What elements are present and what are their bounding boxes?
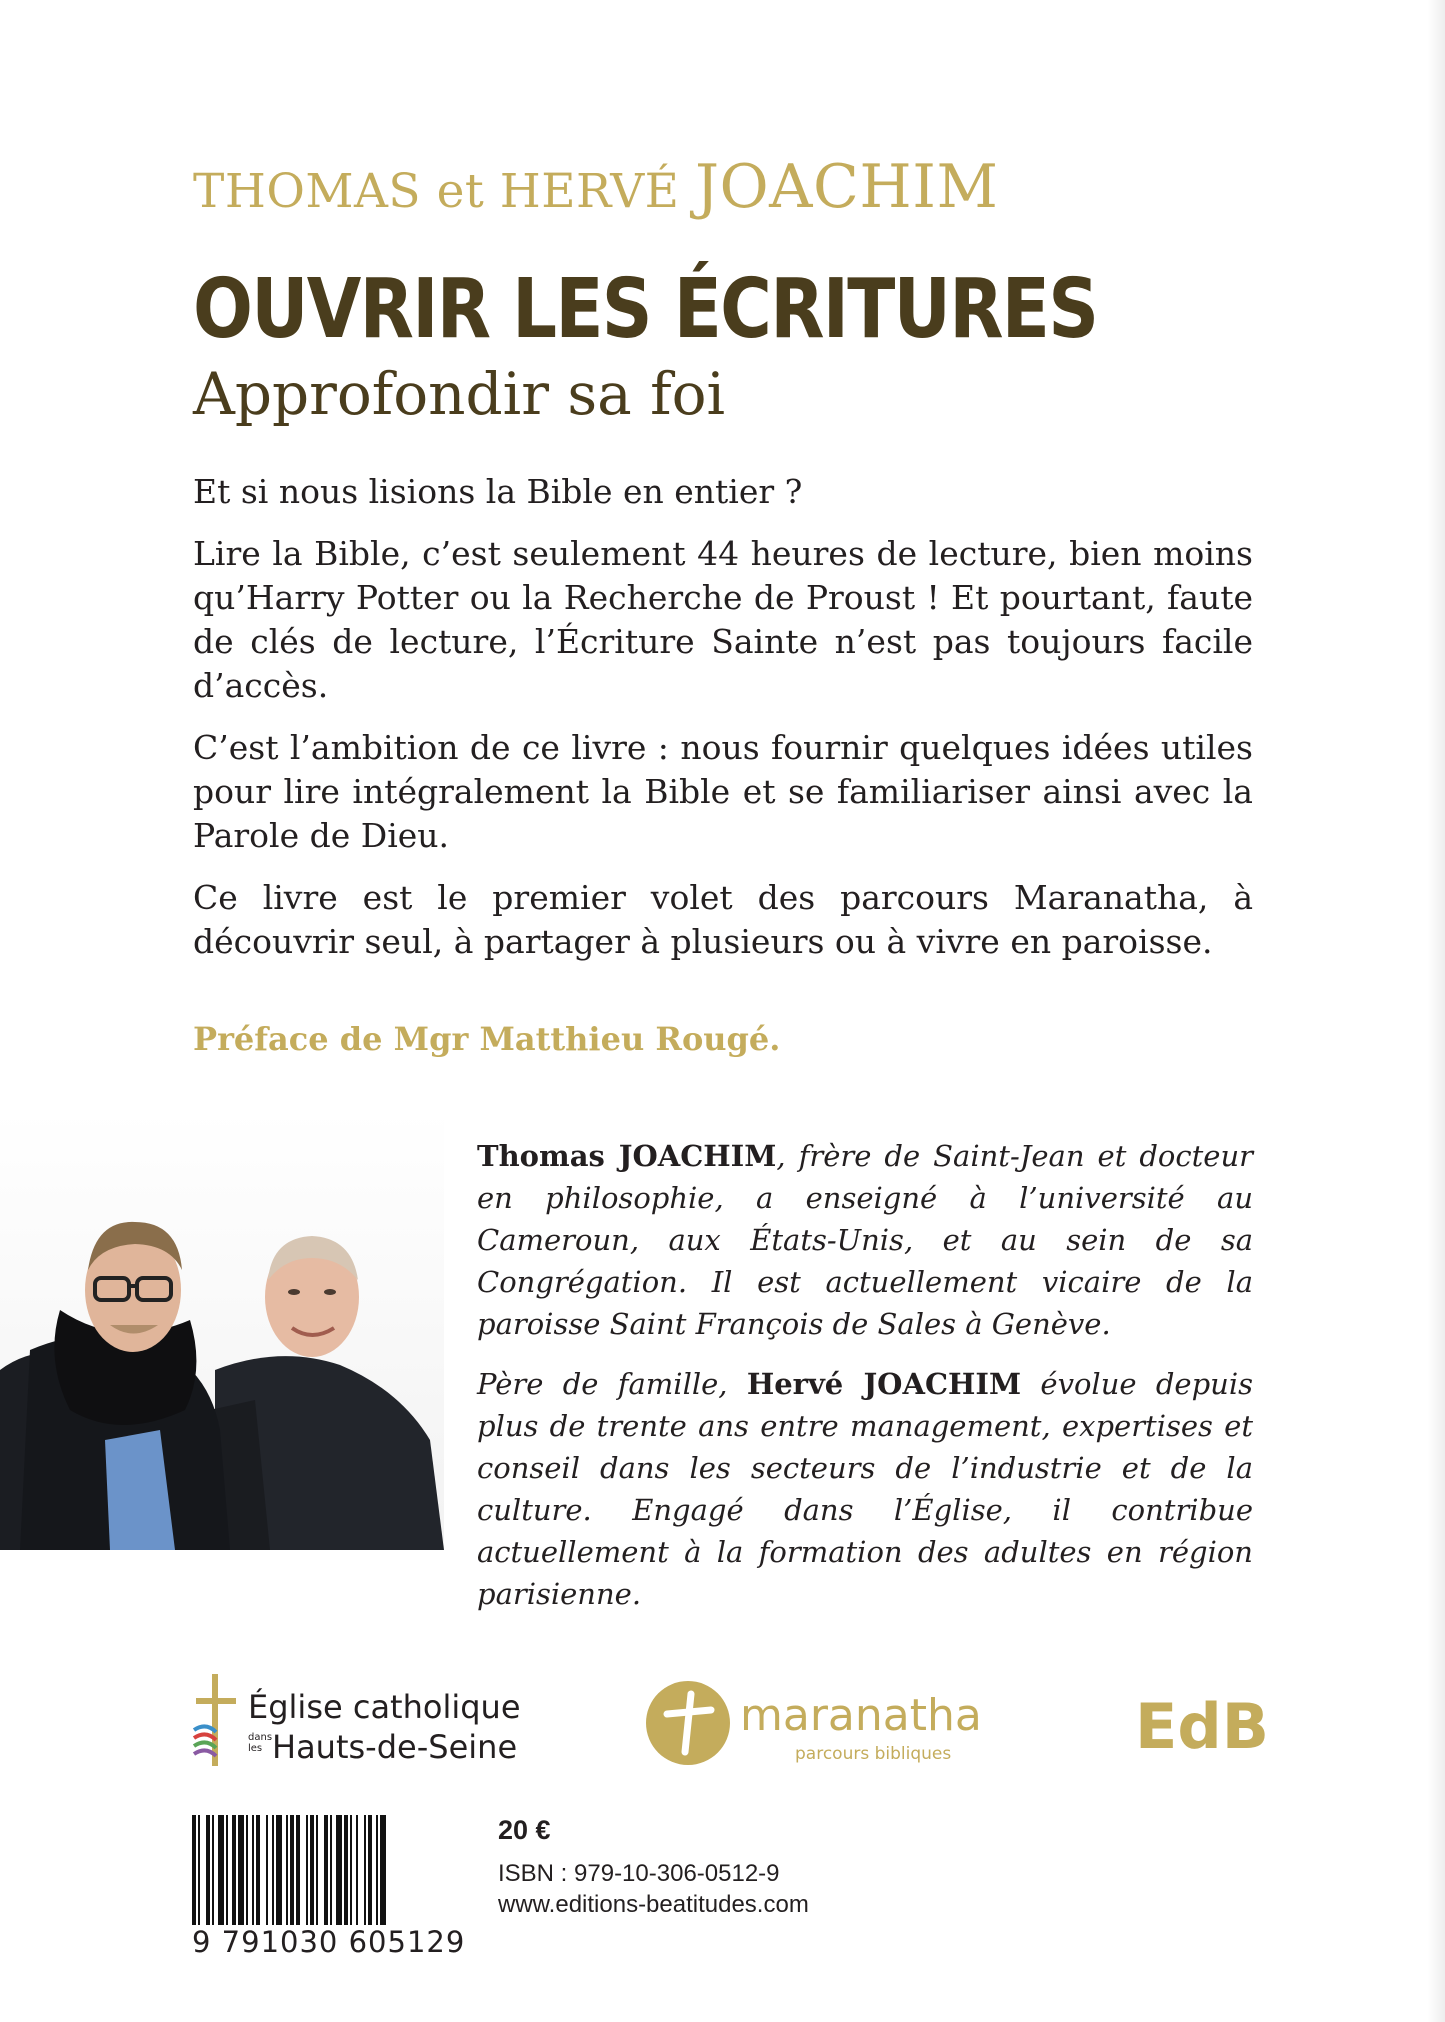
eglise-dans: dans xyxy=(248,1732,273,1743)
barcode-bar xyxy=(286,1815,288,1940)
blurb-text xyxy=(193,470,1253,982)
book-subtitle: Approfondir sa foi xyxy=(193,360,726,428)
bio-herve-intro: Père de famille, xyxy=(477,1367,747,1401)
bio-herve-text: évolue depuis plus de trente ans entre management, expertises et conseil dans les secteurs de l’industrie et de la culture. Engagé dans l’Église, il contribue actuellement à la formation des adultes en région parisienne. xyxy=(477,1367,1253,1611)
cross-icon xyxy=(186,1670,246,1770)
barcode-bar xyxy=(350,1815,352,1940)
barcode-bar xyxy=(276,1815,282,1940)
maranatha-logo xyxy=(645,1672,982,1772)
preface-note: Préface de Mgr Matthieu Rougé. xyxy=(193,1020,781,1058)
barcode-bar xyxy=(192,1815,196,1940)
barcode-bar xyxy=(198,1815,200,1940)
barcode-bar xyxy=(206,1815,210,1940)
page-edge-shadow xyxy=(1427,0,1445,2022)
barcode-bar xyxy=(310,1815,314,1940)
barcode-bar xyxy=(238,1815,244,1940)
barcode-bar xyxy=(246,1815,248,1940)
authors-surname: JOACHIM xyxy=(694,152,999,222)
isbn: ISBN : 979-10-306-0512-9 xyxy=(498,1860,780,1887)
barcode-number: 9 791030 605129 xyxy=(192,1925,466,1959)
authors-first-names: THOMAS et HERVÉ xyxy=(193,164,680,219)
price: 20 € xyxy=(498,1815,551,1845)
barcode-bar xyxy=(232,1815,236,1940)
barcode-bar xyxy=(256,1815,260,1940)
eglise-line2: Hauts-de-Seine xyxy=(272,1728,518,1766)
authors-photo xyxy=(0,1110,444,1550)
barcode-bar xyxy=(272,1815,274,1940)
barcode-bar xyxy=(344,1815,348,1940)
blurb-paragraph: Lire la Bible, c’est seulement 44 heures de lecture, bien moins qu’Harry Potter ou la Recherche de Proust ! Et pourtant, faute de clés de lecture, l’Écriture Sainte n’est pas toujours facile d’accès. xyxy=(193,534,1253,705)
authors-biography xyxy=(477,1135,1253,1633)
eglise-catholique-logo xyxy=(186,1670,521,1770)
barcode-bar xyxy=(380,1815,386,1940)
maranatha-subtitle: parcours bibliques xyxy=(795,1744,952,1764)
eglise-line1: Église catholique xyxy=(248,1688,521,1726)
barcode-bar xyxy=(368,1815,372,1940)
blurb-paragraph: Et si nous lisions la Bible en entier ? xyxy=(193,472,803,511)
bio-herve-name: Hervé JOACHIM xyxy=(746,1367,1022,1401)
barcode-bar xyxy=(218,1815,224,1940)
edb-text: EdB xyxy=(1135,1690,1269,1763)
barcode-bar xyxy=(316,1815,318,1940)
book-title: OUVRIR LES ÉCRITURES xyxy=(193,262,1098,357)
maranatha-cross-icon xyxy=(645,1680,731,1766)
bio-thomas-name: Thomas JOACHIM xyxy=(477,1139,777,1173)
bio-thomas xyxy=(477,1135,1253,1345)
barcode-bar xyxy=(266,1815,268,1940)
barcode-bar xyxy=(226,1815,228,1940)
barcode-bar xyxy=(364,1815,366,1940)
barcode-bar xyxy=(296,1815,300,1940)
bio-herve xyxy=(477,1363,1253,1615)
barcode-bar xyxy=(212,1815,214,1940)
barcode-bar xyxy=(356,1815,358,1940)
publisher-website: www.editions-beatitudes.com xyxy=(498,1891,809,1918)
bio-thomas-text: , frère de Saint-Jean et docteur en philosophie, a enseigné à l’université au Cameroun, aux États-Unis, et au sein de sa Congrégation. Il est actuellement vicaire de la paroisse Saint François de Sales à Genève. xyxy=(477,1139,1253,1341)
barcode-bar xyxy=(324,1815,328,1940)
barcode-bar xyxy=(336,1815,342,1940)
edb-publisher-logo xyxy=(1135,1690,1269,1763)
barcode-bar xyxy=(252,1815,254,1940)
authors-heading xyxy=(193,152,998,222)
maranatha-name: maranatha xyxy=(740,1690,982,1741)
blurb-paragraph: C’est l’ambition de ce livre : nous fournir quelques idées utiles pour lire intégralement la Bible et se familiariser ainsi avec la Parole de Dieu. xyxy=(193,728,1253,855)
eglise-les: les xyxy=(248,1743,263,1754)
blurb-paragraph: Ce livre est le premier volet des parcours Maranatha, à découvrir seul, à partager à plusieurs ou à vivre en paroisse. xyxy=(193,878,1253,961)
barcode-bar xyxy=(376,1815,378,1940)
barcode-bar xyxy=(330,1815,332,1940)
eglise-dans-les xyxy=(248,1732,272,1754)
barcode-bar xyxy=(290,1815,294,1940)
barcode-bar xyxy=(306,1815,308,1940)
